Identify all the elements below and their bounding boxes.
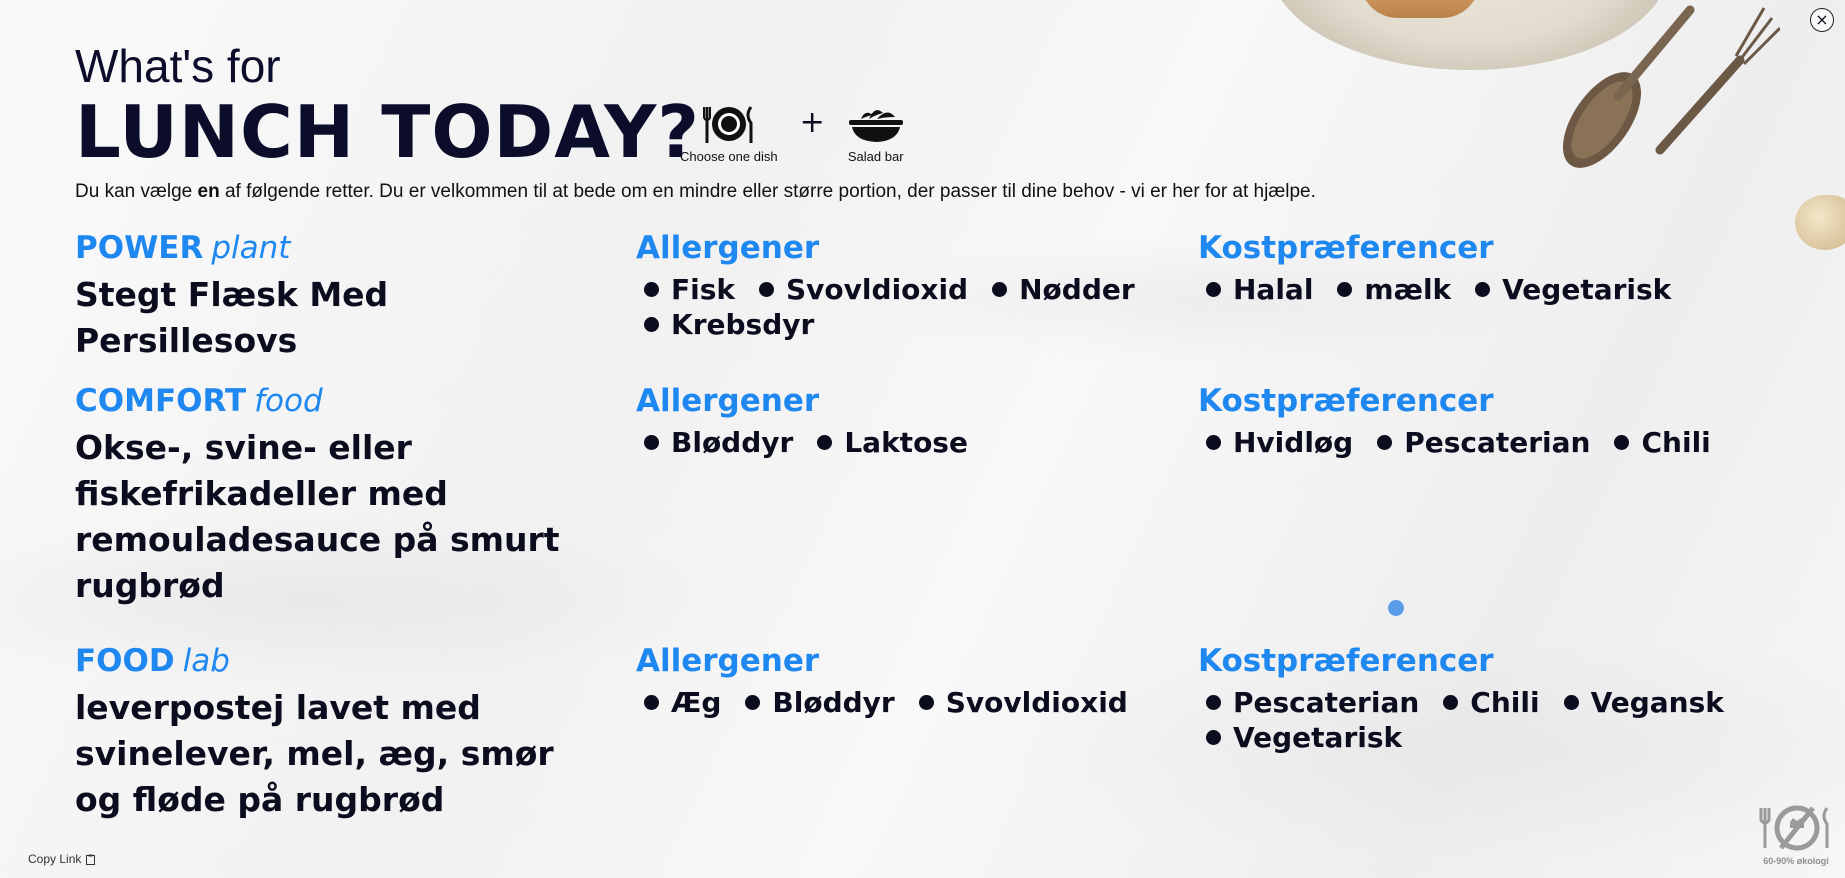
- preference-label: Chili: [1641, 426, 1711, 459]
- bullet-icon: [644, 435, 659, 450]
- bullet-icon: [1564, 695, 1579, 710]
- salad-bowl-icon: [847, 105, 905, 145]
- bullet-icon: [1377, 435, 1392, 450]
- category-title: [75, 228, 595, 268]
- allergen-list: [636, 685, 1156, 720]
- preference-item: [1435, 685, 1539, 720]
- plate-cutlery-icon: [701, 103, 757, 145]
- page-header: [75, 40, 700, 172]
- preference-item: [1198, 685, 1419, 720]
- category-title: [75, 381, 595, 421]
- copy-link-button[interactable]: [28, 852, 95, 866]
- allergen-item: [751, 272, 968, 307]
- allergen-item: [636, 272, 735, 307]
- bullet-icon: [1206, 435, 1221, 450]
- bullet-icon: [1475, 282, 1490, 297]
- preference-label: Pescaterian: [1233, 686, 1420, 719]
- preference-item: [1467, 272, 1671, 307]
- preference-item: [1198, 425, 1353, 460]
- intro-text-end: af følgende retter. Du er velkommen til at bede om en mindre eller større portion, der passer til dine behov - vi er her for at hjælpe.: [219, 181, 1316, 202]
- preference-item: [1369, 425, 1590, 460]
- title-line-1: What's for: [75, 40, 281, 92]
- allergen-item: [636, 685, 721, 720]
- preference-label: mælk: [1364, 273, 1452, 306]
- preference-list: [1198, 272, 1758, 307]
- choose-one-dish-caption: Choose one dish: [680, 149, 778, 164]
- salad-bar: [847, 105, 905, 164]
- bullet-icon: [644, 282, 659, 297]
- choose-one-dish: [680, 103, 778, 164]
- category-sub: food: [254, 383, 323, 419]
- meal-format: [680, 103, 923, 164]
- preference-label: Vegetarisk: [1233, 721, 1403, 754]
- bullet-icon: [759, 282, 774, 297]
- allergen-label: Nødder: [1019, 273, 1135, 306]
- bullet-icon: [817, 435, 832, 450]
- allergen-item: [636, 425, 793, 460]
- preference-label: Vegansk: [1590, 686, 1724, 719]
- dish-name: Stegt Flæsk Med Persillesovs: [75, 275, 389, 360]
- bullet-icon: [1337, 282, 1352, 297]
- intro-text-start: Du kan vælge: [75, 181, 198, 202]
- close-button[interactable]: [1810, 8, 1834, 32]
- allergen-item: [737, 685, 894, 720]
- preference-item: [1198, 720, 1402, 755]
- allergen-label: Svovldioxid: [945, 686, 1128, 719]
- bullet-icon: [919, 695, 934, 710]
- allergen-label: Svovldioxid: [786, 273, 969, 306]
- bullet-icon: [745, 695, 760, 710]
- copy-link-label: Copy Link: [28, 852, 82, 866]
- preferences-heading: Kostpræferencer: [1198, 230, 1494, 266]
- slide-indicator-dot[interactable]: [1388, 600, 1404, 616]
- category-main: COMFORT: [75, 383, 247, 419]
- bullet-icon: [1206, 730, 1221, 745]
- preference-item: [1198, 272, 1313, 307]
- dish-column: [75, 641, 595, 823]
- preference-label: Hvidløg: [1233, 426, 1354, 459]
- preference-label: Halal: [1233, 273, 1314, 306]
- allergens-column: [636, 381, 1156, 460]
- bullet-icon: [1443, 695, 1458, 710]
- category-main: POWER: [75, 230, 204, 266]
- allergen-list: [636, 272, 1156, 342]
- clipboard-icon: [86, 854, 95, 865]
- dish-column: [75, 228, 595, 364]
- preference-list: [1198, 425, 1758, 460]
- allergen-label: Laktose: [844, 426, 968, 459]
- allergen-item: [809, 425, 968, 460]
- bullet-icon: [1206, 695, 1221, 710]
- preferences-column: [1198, 381, 1758, 460]
- preferences-column: [1198, 641, 1758, 755]
- category-main: FOOD: [75, 643, 175, 679]
- preferences-heading: Kostpræferencer: [1198, 383, 1494, 419]
- allergens-column: [636, 228, 1156, 342]
- page-title: LUNCH TODAY?: [75, 90, 701, 174]
- allergens-heading: Allergener: [636, 643, 820, 679]
- dish-name: leverpostej lavet med svinelever, mel, æg, smør og fløde på rugbrød: [75, 688, 554, 819]
- preference-list: [1198, 685, 1758, 755]
- allergen-label: Bløddyr: [772, 686, 895, 719]
- allergen-list: [636, 425, 1156, 460]
- preference-item: [1606, 425, 1710, 460]
- intro-text: [75, 181, 1316, 203]
- plus-sign: +: [799, 105, 825, 140]
- allergen-label: Fisk: [671, 273, 736, 306]
- preferences-column: [1198, 228, 1758, 307]
- bullet-icon: [1206, 282, 1221, 297]
- allergens-column: [636, 641, 1156, 720]
- allergen-item: [984, 272, 1135, 307]
- allergens-heading: Allergener: [636, 383, 820, 419]
- bullet-icon: [1614, 435, 1629, 450]
- preference-label: Pescaterian: [1404, 426, 1591, 459]
- preference-label: Chili: [1470, 686, 1540, 719]
- organic-label-icon: [1757, 802, 1835, 854]
- close-icon: ×: [1815, 10, 1829, 29]
- allergen-label: Bløddyr: [671, 426, 794, 459]
- preference-item: [1556, 685, 1724, 720]
- organic-label: [1757, 802, 1835, 866]
- salad-bar-caption: Salad bar: [847, 149, 904, 164]
- garlic-photo: [1795, 195, 1845, 250]
- intro-text-bold: en: [197, 181, 220, 202]
- preference-label: Vegetarisk: [1502, 273, 1672, 306]
- category-sub: plant: [211, 230, 291, 266]
- allergens-heading: Allergener: [636, 230, 820, 266]
- bullet-icon: [644, 317, 659, 332]
- category-sub: lab: [182, 643, 230, 679]
- preferences-heading: Kostpræferencer: [1198, 643, 1494, 679]
- bullet-icon: [992, 282, 1007, 297]
- preference-item: [1329, 272, 1451, 307]
- allergen-item: [636, 307, 814, 342]
- category-title: [75, 641, 595, 681]
- dish-name: Okse-, svine- eller fiskefrikadeller med remouladesauce på smurt rugbrød: [75, 428, 560, 605]
- allergen-label: Krebsdyr: [671, 308, 815, 341]
- bullet-icon: [644, 695, 659, 710]
- allergen-label: Æg: [671, 686, 722, 719]
- dish-column: [75, 381, 595, 609]
- organic-label-text: 60-90% økologi: [1763, 856, 1829, 866]
- cutlery-photo: [1540, 0, 1780, 200]
- allergen-item: [911, 685, 1128, 720]
